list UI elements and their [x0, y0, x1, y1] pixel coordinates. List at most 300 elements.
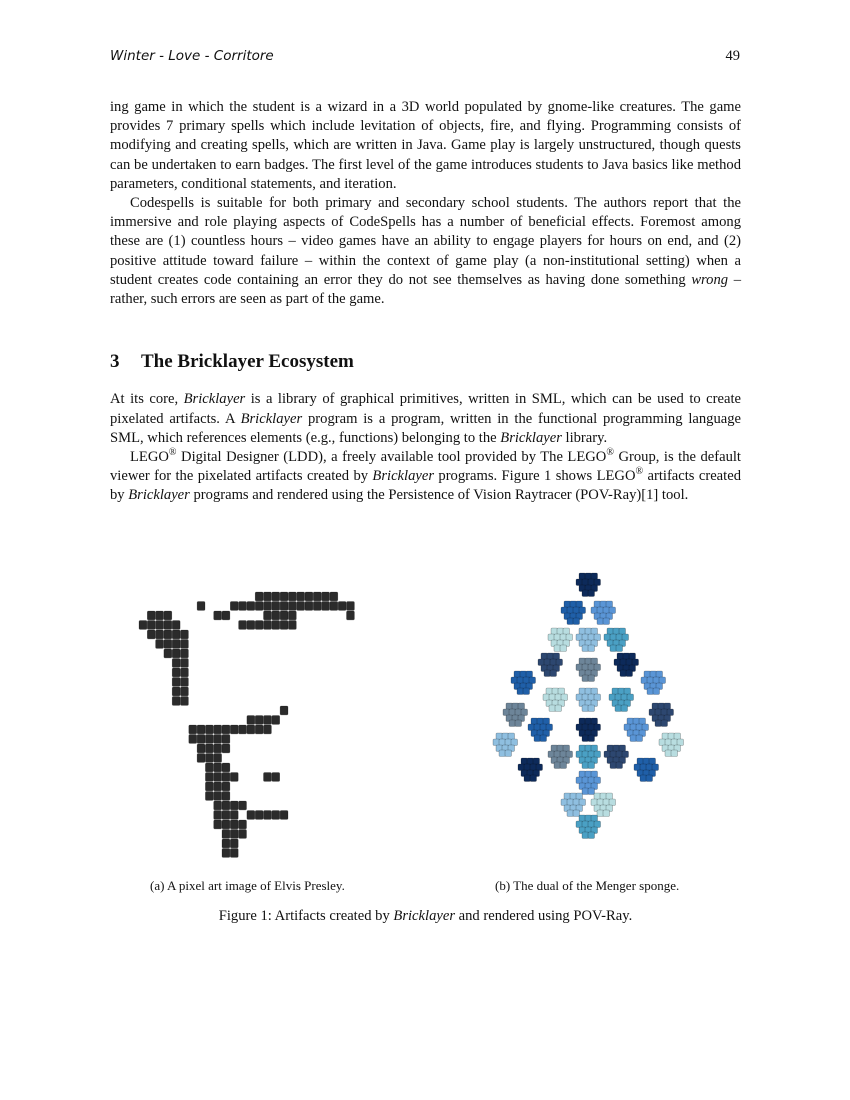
menger-brick — [557, 628, 564, 635]
elvis-brick — [255, 716, 263, 725]
menger-brick — [591, 815, 598, 822]
menger-brick — [573, 607, 580, 614]
elvis-brick — [347, 602, 355, 611]
menger-brick — [560, 762, 567, 769]
elvis-brick — [156, 621, 164, 630]
menger-brick — [588, 645, 595, 652]
elvis-brick — [272, 621, 280, 630]
menger-brick — [540, 724, 547, 731]
elvis-brick — [230, 773, 238, 782]
elvis-brick — [197, 735, 205, 744]
elvis-brick — [172, 678, 180, 687]
menger-brick — [618, 688, 625, 695]
menger-brick — [582, 724, 589, 731]
elvis-brick — [247, 621, 255, 630]
menger-brick — [636, 724, 643, 731]
elvis-brick — [222, 735, 230, 744]
menger-brick — [588, 705, 595, 712]
elvis-brick — [264, 602, 272, 611]
menger-brick — [610, 751, 617, 758]
menger-brick — [655, 720, 662, 727]
menger-brick — [585, 771, 592, 778]
menger-brick — [610, 634, 617, 641]
elvis-brick — [322, 592, 330, 601]
menger-brick — [576, 793, 583, 800]
elvis-brick — [197, 744, 205, 753]
menger-brick — [622, 751, 629, 758]
elvis-brick — [214, 820, 222, 829]
menger-brick — [576, 664, 583, 671]
menger-sponge-image — [485, 562, 715, 852]
menger-brick — [576, 694, 583, 701]
menger-brick — [664, 703, 671, 710]
menger-brick — [661, 709, 668, 716]
elvis-brick — [164, 649, 172, 658]
elvis-brick — [330, 592, 338, 601]
menger-brick — [582, 694, 589, 701]
elvis-brick — [164, 640, 172, 649]
menger-brick — [511, 739, 518, 746]
elvis-brick — [205, 773, 213, 782]
elvis-brick — [264, 716, 272, 725]
menger-brick — [582, 788, 589, 795]
menger-brick — [597, 607, 604, 614]
menger-brick — [620, 659, 627, 666]
menger-brick — [639, 718, 646, 725]
menger-brick — [509, 709, 516, 716]
elvis-brick — [172, 668, 180, 677]
menger-brick — [551, 745, 558, 752]
menger-brick — [582, 705, 589, 712]
menger-brick — [594, 777, 601, 784]
menger-brick — [588, 762, 595, 769]
paragraph-codespells-benefits: Codespells is suitable for both primary and secondary school students. The authors report that the immersive and role playing aspects of CodeSpells has a number of beneficial effects. Foremost among these are (1) countless hours – video games have an ability to engage players for hours on end, and (2) positive attitude toward failure – within the context of game play (a non-institutional setting) when a student creates code containing an error they do not see themselves as having done something wrong – rather, such errors are seen as part of the game. — [110, 195, 742, 308]
elvis-brick — [280, 811, 288, 820]
menger-brick — [591, 718, 598, 725]
menger-brick — [591, 628, 598, 635]
menger-brick — [652, 764, 659, 771]
menger-brick — [614, 659, 621, 666]
menger-brick — [534, 724, 541, 731]
elvis-brick — [288, 592, 296, 601]
menger-brick — [585, 658, 592, 665]
menger-brick — [582, 579, 589, 586]
elvis-brick — [280, 602, 288, 611]
menger-brick — [612, 688, 619, 695]
elvis-brick — [214, 611, 222, 620]
elvis-brick — [222, 849, 230, 858]
menger-brick — [655, 709, 662, 716]
menger-brick — [656, 671, 663, 678]
menger-brick — [552, 688, 559, 695]
menger-brick — [582, 675, 589, 682]
menger-brick — [560, 645, 567, 652]
elvis-brick — [255, 725, 263, 734]
elvis-brick — [288, 621, 296, 630]
elvis-brick — [156, 611, 164, 620]
menger-brick — [588, 751, 595, 758]
elvis-brick — [181, 649, 189, 658]
menger-brick — [588, 579, 595, 586]
menger-brick — [585, 718, 592, 725]
menger-brick — [609, 694, 616, 701]
menger-brick — [527, 758, 534, 765]
menger-brick — [536, 764, 543, 771]
elvis-brick — [230, 602, 238, 611]
menger-brick — [576, 579, 583, 586]
elvis-brick — [214, 754, 222, 763]
elvis-brick — [230, 811, 238, 820]
menger-brick — [523, 688, 530, 695]
elvis-brick — [197, 754, 205, 763]
menger-brick — [554, 634, 561, 641]
menger-brick — [505, 739, 512, 746]
elvis-brick — [239, 830, 247, 839]
elvis-brick — [222, 773, 230, 782]
menger-brick — [512, 703, 519, 710]
elvis-brick — [272, 716, 280, 725]
elvis-brick — [181, 697, 189, 706]
menger-brick — [668, 733, 675, 740]
elvis-brick — [172, 649, 180, 658]
body-text — [110, 98, 741, 506]
menger-brick — [582, 634, 589, 641]
menger-brick — [603, 618, 610, 625]
menger-brick — [530, 764, 537, 771]
menger-brick — [646, 775, 653, 782]
section-number: 3 — [110, 351, 120, 373]
menger-brick — [634, 764, 641, 771]
menger-brick — [567, 618, 574, 625]
paragraph-lego-ldd: LEGO® Digital Designer (LDD), a freely available tool provided by The LEGO® Group, is the default viewer for the pixelated artifacts created by Bricklayer programs. Figure 1 shows LEGO® artifacts created by Bricklayer programs and rendered using the Persistence of Vision Raytracer (POV-Ray)[1] tool. — [110, 447, 741, 504]
menger-brick — [591, 573, 598, 580]
menger-brick — [650, 671, 657, 678]
menger-brick — [671, 739, 678, 746]
elvis-brick — [264, 811, 272, 820]
menger-brick — [594, 579, 601, 586]
menger-brick — [554, 762, 561, 769]
menger-brick — [582, 832, 589, 839]
elvis-brick — [214, 735, 222, 744]
menger-brick — [505, 750, 512, 757]
header-authors: Winter - Love - Corritore — [110, 48, 274, 64]
menger-brick — [538, 659, 545, 666]
menger-brick — [626, 659, 633, 666]
menger-brick — [579, 607, 586, 614]
elvis-brick — [172, 640, 180, 649]
menger-brick — [613, 628, 620, 635]
menger-brick — [649, 758, 656, 765]
menger-brick — [636, 735, 643, 742]
menger-brick — [579, 718, 586, 725]
menger-brick — [576, 821, 583, 828]
menger-brick — [582, 664, 589, 671]
menger-brick — [616, 634, 623, 641]
menger-brick — [630, 735, 637, 742]
elvis-brick — [156, 640, 164, 649]
paragraph-codespells-continued: ing game in which the student is a wizard in a 3D world populated by gnome-like creatures. The game provides 7 primary spells which include levitation of objects, fire, and flying. Programming consists of modifying and creating spells, which are written in Java. Game play is largely unstructured, though quests can be undertaken to earn badges. The first level of the game introduces students to Java basics like method parameters, conditional statements, and iteration. — [110, 99, 741, 192]
elvis-brick — [197, 725, 205, 734]
paragraph-bricklayer-core: At its core, Bricklayer is a library of graphical primitives, written in SML, which can be used to create pixelated artifacts. A Bricklayer program is a program, written in the functional programming language SML, which references elements (e.g., functions) belonging to the Bricklayer library. — [110, 391, 742, 446]
menger-brick — [640, 764, 647, 771]
running-header — [110, 48, 740, 70]
elvis-brick — [239, 801, 247, 810]
elvis-brick — [222, 820, 230, 829]
menger-brick — [642, 724, 649, 731]
menger-brick — [616, 645, 623, 652]
elvis-brick — [230, 725, 238, 734]
menger-brick — [644, 671, 651, 678]
elvis-brick — [280, 621, 288, 630]
menger-brick — [558, 688, 565, 695]
menger-brick — [582, 735, 589, 742]
menger-brick — [509, 720, 516, 727]
menger-brick — [606, 601, 613, 608]
menger-brick — [671, 750, 678, 757]
menger-brick — [591, 771, 598, 778]
menger-brick — [653, 688, 660, 695]
menger-brick — [646, 764, 653, 771]
menger-brick — [564, 601, 571, 608]
elvis-brick — [222, 792, 230, 801]
menger-brick — [588, 788, 595, 795]
menger-brick — [566, 634, 573, 641]
menger-brick — [573, 799, 580, 806]
menger-brick — [499, 739, 506, 746]
menger-brick — [550, 670, 557, 677]
menger-brick — [588, 590, 595, 597]
menger-brick — [609, 607, 616, 614]
elvis-brick — [205, 763, 213, 772]
menger-brick — [661, 720, 668, 727]
menger-brick — [633, 718, 640, 725]
menger-brick — [607, 745, 614, 752]
menger-brick — [640, 775, 647, 782]
elvis-brick — [156, 630, 164, 639]
subcaption-b: (b) The dual of the Menger sponge. — [495, 878, 680, 893]
menger-brick — [677, 739, 684, 746]
menger-brick — [523, 677, 530, 684]
menger-brick — [591, 799, 598, 806]
elvis-brick — [255, 592, 263, 601]
menger-brick — [547, 653, 554, 660]
menger-brick — [576, 777, 583, 784]
elvis-brick — [164, 630, 172, 639]
elvis-brick — [272, 592, 280, 601]
menger-brick — [554, 751, 561, 758]
menger-brick — [528, 724, 535, 731]
menger-brick — [576, 751, 583, 758]
menger-brick — [549, 694, 556, 701]
menger-brick — [617, 653, 624, 660]
elvis-brick — [272, 611, 280, 620]
menger-brick — [551, 628, 558, 635]
elvis-brick — [247, 811, 255, 820]
menger-brick — [588, 694, 595, 701]
menger-brick — [560, 751, 567, 758]
menger-brick — [499, 750, 506, 757]
menger-brick — [624, 724, 631, 731]
menger-brick — [537, 718, 544, 725]
elvis-brick — [214, 792, 222, 801]
menger-brick — [594, 751, 601, 758]
section-heading — [110, 352, 741, 371]
elvis-brick — [239, 621, 247, 630]
menger-brick — [659, 677, 666, 684]
menger-brick — [591, 658, 598, 665]
menger-brick — [607, 628, 614, 635]
elvis-brick — [255, 621, 263, 630]
menger-brick — [622, 634, 629, 641]
menger-brick — [553, 653, 560, 660]
menger-brick — [594, 821, 601, 828]
menger-brick — [652, 703, 659, 710]
menger-brick — [511, 677, 518, 684]
menger-brick — [585, 688, 592, 695]
menger-brick — [560, 634, 567, 641]
menger-brick — [531, 718, 538, 725]
menger-brick — [549, 705, 556, 712]
menger-brick — [665, 739, 672, 746]
menger-brick — [576, 724, 583, 731]
elvis-brick — [239, 725, 247, 734]
elvis-brick — [197, 602, 205, 611]
menger-brick — [647, 677, 654, 684]
menger-brick — [561, 799, 568, 806]
menger-brick — [515, 709, 522, 716]
menger-brick — [564, 793, 571, 800]
menger-brick — [588, 735, 595, 742]
elvis-brick — [264, 725, 272, 734]
menger-brick — [632, 659, 639, 666]
menger-brick — [594, 694, 601, 701]
menger-brick — [502, 733, 509, 740]
menger-brick — [610, 645, 617, 652]
elvis-brick — [222, 744, 230, 753]
elvis-brick — [264, 592, 272, 601]
section-title: The Bricklayer Ecosystem — [141, 351, 354, 373]
menger-brick — [653, 677, 660, 684]
elvis-brick — [222, 611, 230, 620]
elvis-brick — [230, 820, 238, 829]
menger-brick — [579, 628, 586, 635]
menger-brick — [579, 799, 586, 806]
subcaption-a: (a) A pixel art image of Elvis Presley. — [150, 878, 345, 893]
menger-brick — [594, 634, 601, 641]
menger-brick — [588, 634, 595, 641]
elvis-brick — [247, 602, 255, 611]
menger-brick — [615, 694, 622, 701]
elvis-brick — [264, 621, 272, 630]
menger-brick — [667, 709, 674, 716]
elvis-brick — [313, 592, 321, 601]
menger-brick — [570, 793, 577, 800]
menger-brick — [579, 688, 586, 695]
elvis-brick — [181, 687, 189, 696]
menger-brick — [576, 601, 583, 608]
elvis-brick — [272, 773, 280, 782]
elvis-brick — [272, 602, 280, 611]
elvis-brick — [330, 602, 338, 611]
menger-brick — [603, 810, 610, 817]
menger-brick — [533, 758, 540, 765]
menger-brick — [658, 703, 665, 710]
menger-brick — [613, 745, 620, 752]
menger-brick — [621, 705, 628, 712]
menger-brick — [591, 688, 598, 695]
menger-brick — [573, 618, 580, 625]
menger-brick — [597, 810, 604, 817]
menger-brick — [576, 634, 583, 641]
menger-brick — [579, 745, 586, 752]
menger-brick — [582, 645, 589, 652]
menger-brick — [544, 659, 551, 666]
menger-brick — [585, 573, 592, 580]
elvis-brick — [214, 763, 222, 772]
elvis-brick — [172, 659, 180, 668]
elvis-brick — [255, 811, 263, 820]
menger-brick — [567, 607, 574, 614]
elvis-brick — [239, 820, 247, 829]
elvis-brick — [214, 725, 222, 734]
menger-brick — [570, 601, 577, 608]
menger-brick — [637, 758, 644, 765]
menger-brick — [643, 758, 650, 765]
menger-brick — [600, 793, 607, 800]
menger-brick — [585, 815, 592, 822]
elvis-brick — [164, 611, 172, 620]
menger-brick — [517, 677, 524, 684]
menger-brick — [588, 832, 595, 839]
menger-brick — [659, 739, 666, 746]
menger-brick — [665, 750, 672, 757]
elvis-brick — [264, 611, 272, 620]
elvis-brick — [247, 716, 255, 725]
menger-brick — [588, 821, 595, 828]
menger-brick — [582, 821, 589, 828]
menger-brick — [521, 758, 528, 765]
menger-brick — [606, 793, 613, 800]
elvis-brick — [255, 602, 263, 611]
elvis-brick — [214, 744, 222, 753]
elvis-brick — [280, 592, 288, 601]
elvis-brick — [181, 659, 189, 668]
menger-brick — [616, 762, 623, 769]
elvis-brick — [181, 640, 189, 649]
menger-brick — [496, 733, 503, 740]
menger-brick — [544, 670, 551, 677]
menger-brick — [624, 688, 631, 695]
menger-brick — [582, 590, 589, 597]
elvis-brick — [164, 621, 172, 630]
menger-brick — [594, 724, 601, 731]
menger-brick — [546, 724, 553, 731]
elvis-brick — [264, 773, 272, 782]
menger-brick — [573, 810, 580, 817]
menger-brick — [615, 705, 622, 712]
elvis-brick — [222, 811, 230, 820]
menger-brick — [588, 664, 595, 671]
menger-brick — [520, 671, 527, 678]
menger-brick — [662, 733, 669, 740]
menger-brick — [629, 653, 636, 660]
menger-brick — [582, 777, 589, 784]
menger-brick — [524, 775, 531, 782]
elvis-brick — [172, 687, 180, 696]
elvis-brick — [205, 782, 213, 791]
elvis-brick — [205, 735, 213, 744]
menger-brick — [567, 810, 574, 817]
